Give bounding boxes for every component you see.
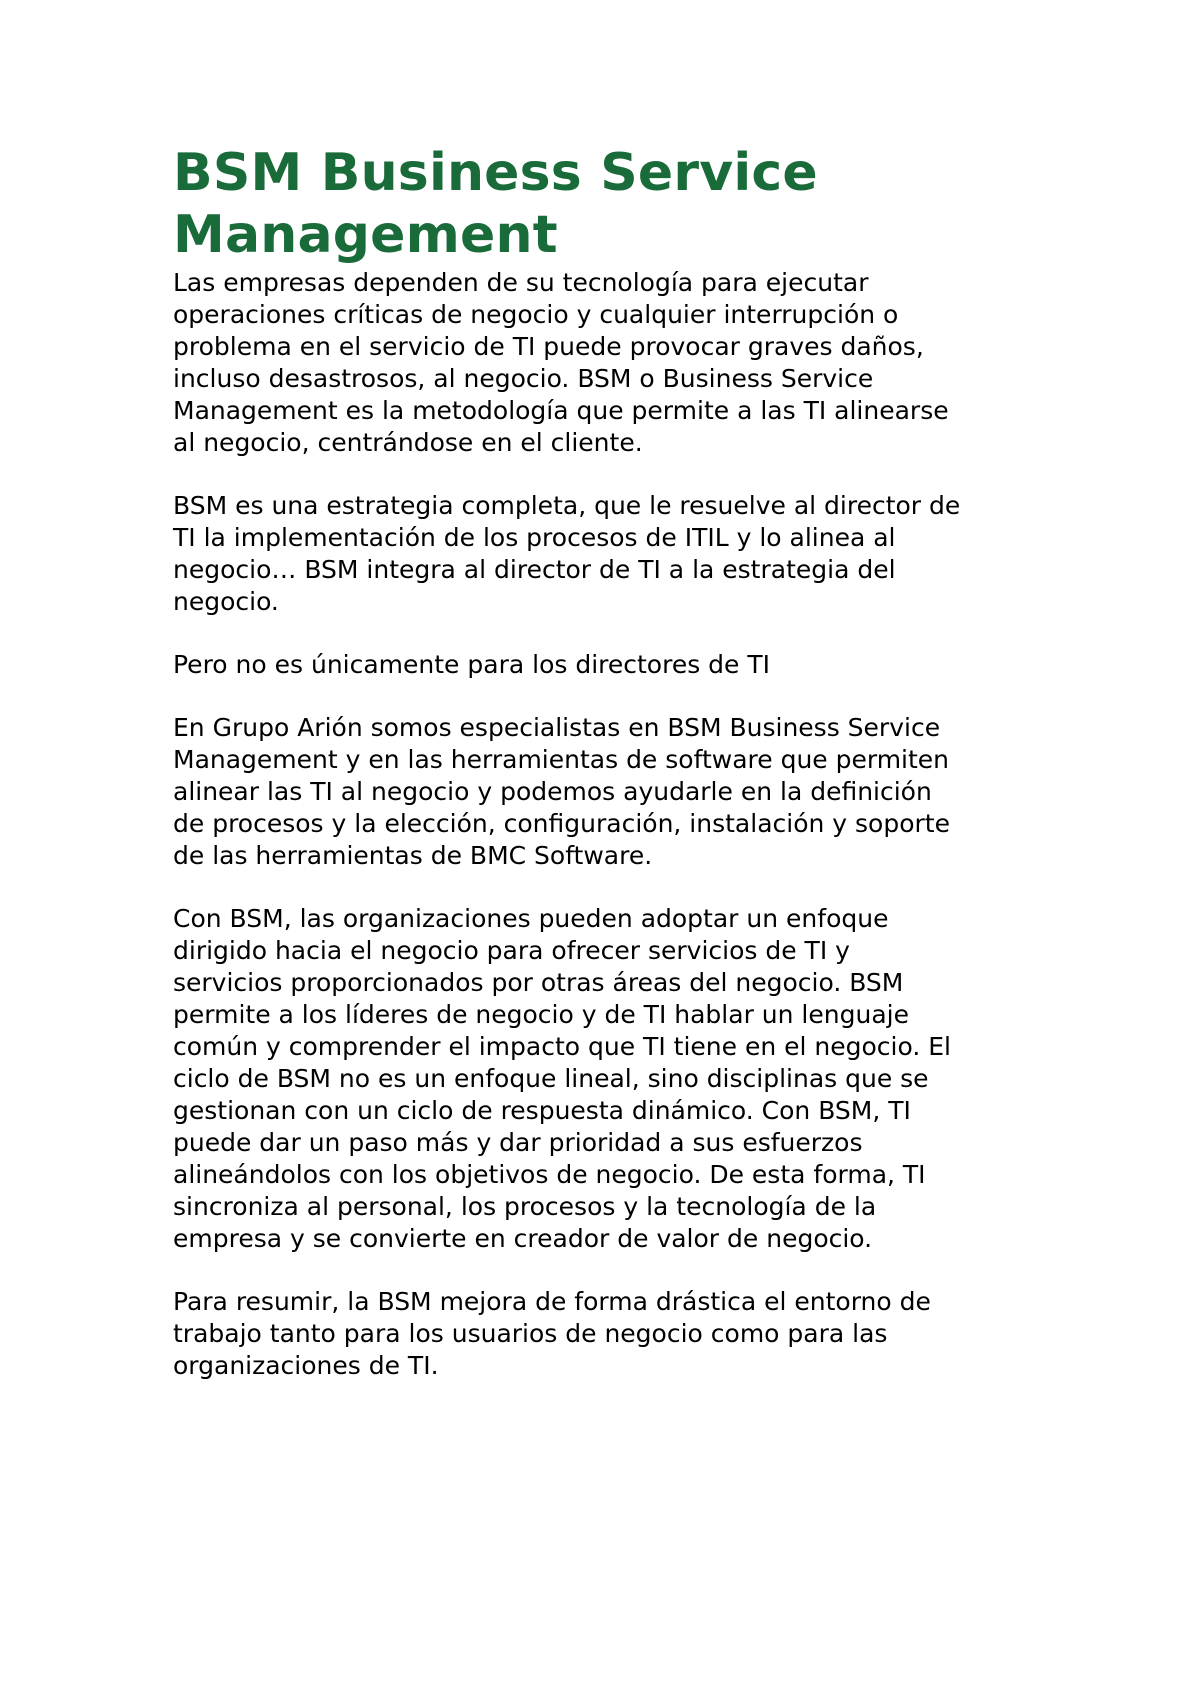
- paragraph-not-only-directors: Pero no es únicamente para los directores de TI: [173, 650, 771, 679]
- paragraph-grupo-arion: En Grupo Arión somos especialistas en BSM Business Service Management y en las herramientas de software que permiten alinear las TI al negocio y podemos ayudarle en la definición de procesos y la elección, configuración, instalación y soporte de las herramientas de BMC Software.: [173, 713, 950, 870]
- paragraph-intro: Las empresas dependen de su tecnología para ejecutar operaciones críticas de negocio y cualquier interrupción o problema en el servicio de TI puede provocar graves daños, incluso desastrosos, al negocio. BSM o Business Service Management es la metodología que permite a las TI alinearse al negocio, centrándose en el cliente.: [173, 268, 949, 457]
- document-page: [173, 142, 1053, 1413]
- paragraph-summary: Para resumir, la BSM mejora de forma drástica el entorno de trabajo tanto para los usuarios de negocio como para las organizaciones de TI.: [173, 1287, 931, 1380]
- paragraph-business-approach: Con BSM, las organizaciones pueden adoptar un enfoque dirigido hacia el negocio para ofrecer servicios de TI y servicios proporcionados por otras áreas del negocio. BSM permite a los líderes de negocio y de TI hablar un lenguaje común y comprender el impacto que TI tiene en el negocio. El ciclo de BSM no es un enfoque lineal, sino disciplinas que se gestionan con un ciclo de respuesta dinámico. Con BSM, TI puede dar un paso más y dar prioridad a sus esfuerzos alineándolos con los objetivos de negocio. De esta forma, TI sincroniza al personal, los procesos y la tecnología de la empresa y se convierte en creador de valor de negocio.: [173, 904, 951, 1253]
- paragraph-strategy: BSM es una estrategia completa, que le resuelve al director de TI la implementación de los procesos de ITIL y lo alinea al negocio… BSM integra al director de TI a la estrategia del negocio.: [173, 491, 961, 616]
- document-title: BSM Business Service Management: [173, 143, 818, 265]
